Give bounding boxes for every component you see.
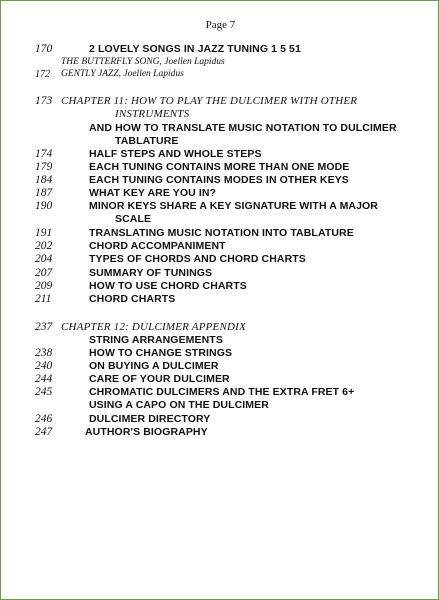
entry-title: HALF STEPS AND WHOLE STEPS — [89, 148, 262, 160]
entry-page-number: 172 — [35, 69, 50, 80]
entry-page-number: 240 — [35, 360, 53, 372]
entry-title: HOW TO CHANGE STRINGS — [89, 347, 233, 359]
entry-title: EACH TUNING CONTAINS MORE THAN ONE MODE — [89, 161, 350, 173]
toc-entry — [1, 240, 439, 254]
entry-title-cont: TABLATURE — [115, 135, 179, 147]
toc-entry — [1, 399, 439, 413]
toc-entry — [1, 360, 439, 374]
entry-page-number: 211 — [35, 293, 52, 305]
entry-page-number: 174 — [35, 148, 53, 160]
entry-page-number: 191 — [35, 227, 53, 239]
entry-page-number: 238 — [35, 347, 53, 359]
entry-title: AND HOW TO TRANSLATE MUSIC NOTATION TO DULCIMER — [89, 122, 397, 134]
entry-title: CHORD CHARTS — [89, 293, 176, 305]
toc-entry — [1, 43, 439, 57]
entry-title: CARE OF YOUR DULCIMER — [89, 373, 230, 385]
toc-entry — [1, 413, 439, 427]
entry-page-number: 170 — [35, 43, 53, 55]
entry-page-number: 209 — [35, 280, 53, 292]
entry-page-number: 179 — [35, 161, 53, 173]
entry-title: MINOR KEYS SHARE A KEY SIGNATURE WITH A MAJOR — [89, 200, 378, 212]
entry-title: TYPES OF CHORDS AND CHORD CHARTS — [89, 253, 306, 265]
toc-entry — [1, 122, 439, 136]
chapter-heading-cont — [1, 108, 439, 122]
chapter-title: CHAPTER 11: HOW TO PLAY THE DULCIMER WITH OTHER — [61, 95, 358, 107]
toc-entry — [1, 174, 439, 188]
subentry-title: GENTLY JAZZ, Joellen Lapidus — [61, 69, 184, 79]
entry-page-number: 184 — [35, 174, 53, 186]
toc-entry — [1, 386, 439, 400]
entry-page-number: 173 — [35, 95, 53, 107]
chapter-heading — [1, 95, 439, 109]
toc-entry — [1, 280, 439, 294]
entry-title: ON BUYING A DULCIMER — [89, 360, 219, 372]
entry-title: HOW TO USE CHORD CHARTS — [89, 280, 247, 292]
entry-page-number: 190 — [35, 200, 53, 212]
toc-entry-cont — [1, 213, 439, 227]
toc-entry — [1, 373, 439, 387]
entry-title: STRING ARRANGEMENTS — [89, 334, 223, 346]
entry-page-number: 246 — [35, 413, 53, 425]
toc-entry — [1, 267, 439, 281]
entry-title: CHROMATIC DULCIMERS AND THE EXTRA FRET 6+ — [89, 386, 355, 398]
entry-title: SUMMARY OF TUNINGS — [89, 267, 213, 279]
toc-entry — [1, 253, 439, 267]
entry-page-number: 244 — [35, 373, 53, 385]
entry-title: EACH TUNING CONTAINS MODES IN OTHER KEYS — [89, 174, 349, 186]
toc-entry — [1, 148, 439, 162]
toc-entry — [1, 187, 439, 201]
entry-page-number: 187 — [35, 187, 53, 199]
toc-entry — [1, 347, 439, 361]
chapter-title-cont: INSTRUMENTS — [115, 108, 190, 120]
entry-page-number: 202 — [35, 240, 53, 252]
chapter-title: CHAPTER 12: DULCIMER APPENDIX — [61, 321, 246, 333]
entry-title: CHORD ACCOMPANIMENT — [89, 240, 226, 252]
entry-page-number: 237 — [35, 321, 53, 333]
entry-title: TRANSLATING MUSIC NOTATION INTO TABLATURE — [89, 227, 354, 239]
toc-subentry — [1, 69, 439, 83]
toc-entry — [1, 227, 439, 241]
toc-entry — [1, 200, 439, 214]
entry-title-cont: SCALE — [115, 213, 152, 225]
toc-entry — [1, 161, 439, 175]
page-number: Page 7 — [205, 19, 236, 31]
entry-page-number: 245 — [35, 386, 53, 398]
toc-entry — [1, 293, 439, 307]
toc-entry-cont — [1, 135, 439, 149]
entry-title: AUTHOR'S BIOGRAPHY — [85, 426, 208, 438]
entry-page-number: 207 — [35, 267, 53, 279]
subentry-title: THE BUTTERFLY SONG, Joellen Lapidus — [61, 57, 225, 67]
toc-entry — [1, 334, 439, 348]
toc-entry — [1, 426, 439, 440]
entry-title: USING A CAPO ON THE DULCIMER — [89, 399, 269, 411]
entry-title: 2 LOVELY SONGS IN JAZZ TUNING 1 5 51 — [89, 43, 301, 55]
chapter-heading — [1, 321, 439, 335]
entry-title: WHAT KEY ARE YOU IN? — [89, 187, 217, 199]
entry-title: DULCIMER DIRECTORY — [89, 413, 211, 425]
entry-page-number: 204 — [35, 253, 53, 265]
entry-page-number: 247 — [35, 426, 53, 438]
